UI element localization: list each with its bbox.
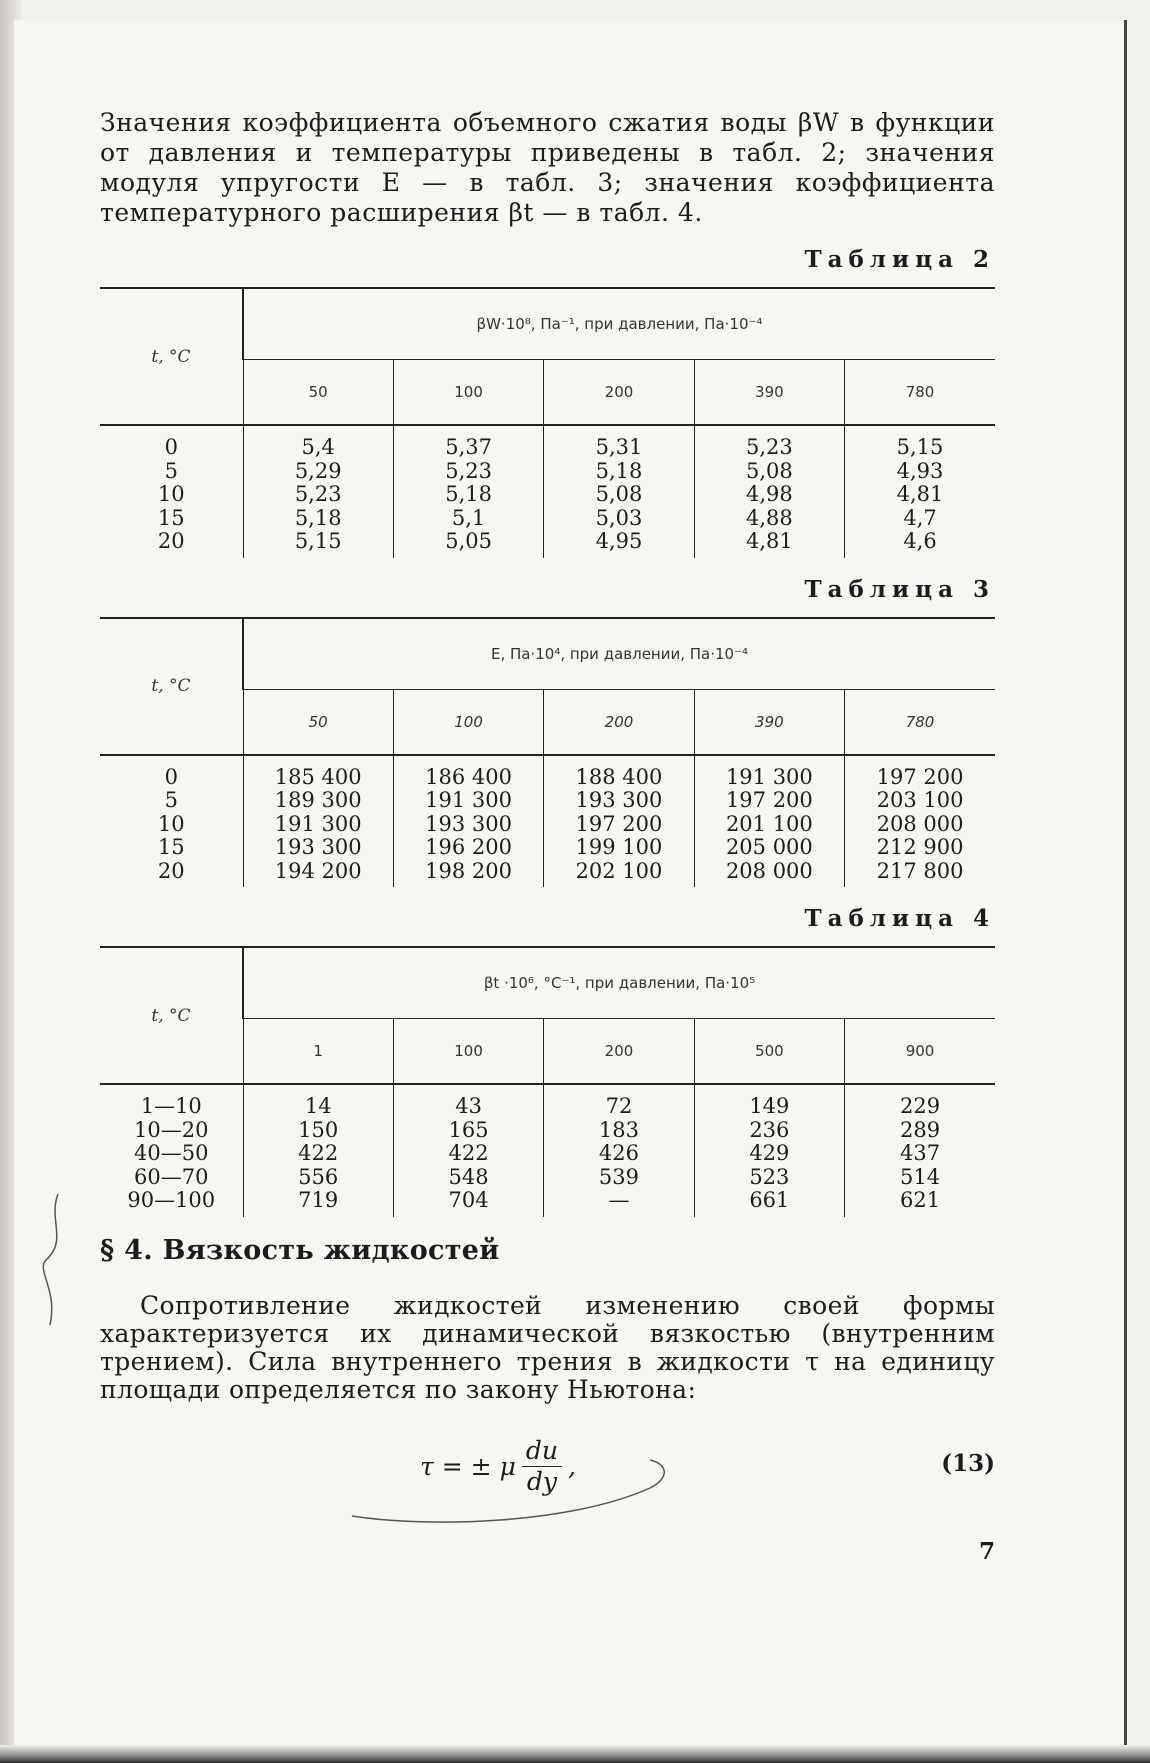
table4-column bbox=[243, 1084, 393, 1217]
table-cell: 208 000 bbox=[725, 858, 813, 883]
page-bottom-edge bbox=[0, 1745, 1150, 1763]
table-cell: 194 200 bbox=[274, 858, 362, 883]
table-cell: 5,37 bbox=[445, 435, 492, 459]
table-cell: 208 000 bbox=[876, 811, 964, 836]
intro-paragraph: Значения коэффициента объемного сжатия воды βW в функции от давления и температуры приведены в табл. 2; значения модуля упругости E — в табл. 3; значения коэффициента температурного расширения βt — в табл. 4. bbox=[100, 108, 995, 227]
table-cell: 165 bbox=[448, 1117, 489, 1142]
table4-body bbox=[100, 1084, 995, 1217]
table-cell: 212 900 bbox=[876, 835, 964, 859]
table-cell: 719 bbox=[298, 1188, 339, 1212]
table3-column bbox=[845, 755, 995, 888]
table2-pressure-header: 390 bbox=[694, 360, 844, 426]
table4-pressure-header: 1 bbox=[243, 1019, 393, 1085]
table2-pressure-header: 200 bbox=[544, 360, 694, 426]
table3-row-header: t, °C bbox=[100, 618, 243, 755]
table-cell: 150 bbox=[298, 1117, 339, 1142]
table-cell: 193 300 bbox=[425, 811, 512, 836]
table-cell: 4,93 bbox=[896, 458, 944, 483]
table3-caption: Таблица 3 bbox=[804, 575, 995, 603]
table3-pressure-header: 200 bbox=[544, 689, 694, 755]
page-content bbox=[100, 108, 995, 1565]
table-cell: 523 bbox=[749, 1164, 790, 1189]
table-cell: 199 100 bbox=[575, 835, 663, 859]
table2-pressure-header: 780 bbox=[845, 360, 995, 426]
table-cell: 422 bbox=[298, 1141, 339, 1165]
table4 bbox=[100, 946, 995, 1217]
table-cell: 203 100 bbox=[876, 788, 964, 812]
table-cell: 40—50 bbox=[134, 1141, 209, 1165]
table-cell: 191 300 bbox=[425, 788, 512, 812]
table-cell: 0 bbox=[164, 764, 178, 789]
table-cell: 189 300 bbox=[274, 788, 362, 812]
equation-number: (13) bbox=[941, 1449, 995, 1477]
table4-column bbox=[393, 1084, 543, 1217]
table-cell: 5,03 bbox=[595, 505, 643, 530]
table-cell: 4,81 bbox=[896, 482, 944, 506]
table-cell: 193 300 bbox=[274, 835, 362, 859]
table2-pressure-header: 50 bbox=[243, 360, 393, 426]
formula-lhs: τ = ± μ bbox=[420, 1451, 516, 1481]
table-cell: 5,29 bbox=[294, 458, 342, 483]
table-cell: 4,98 bbox=[745, 482, 793, 506]
table-cell: 15 bbox=[157, 505, 185, 530]
table2-body bbox=[100, 425, 995, 558]
table-cell: 20 bbox=[157, 529, 185, 553]
table4-column bbox=[544, 1084, 694, 1217]
table-cell: 4,95 bbox=[595, 529, 643, 553]
table-cell: 5,23 bbox=[445, 458, 492, 483]
table-cell: 5 bbox=[164, 788, 178, 812]
table-cell: 236 bbox=[749, 1117, 790, 1142]
pencil-curve-mark bbox=[350, 1458, 680, 1528]
formula-denominator: dy bbox=[526, 1466, 557, 1496]
table4-pressure-header: 900 bbox=[845, 1019, 995, 1085]
table2-temp-column bbox=[100, 425, 243, 558]
table-cell: 186 400 bbox=[425, 764, 512, 789]
table-cell: 43 bbox=[455, 1094, 482, 1118]
table-cell: 217 800 bbox=[876, 858, 964, 883]
table-cell: 5,1 bbox=[451, 505, 486, 530]
table-cell: 621 bbox=[899, 1188, 941, 1212]
table-cell: 4,81 bbox=[745, 529, 793, 553]
table-cell: 185 400 bbox=[274, 764, 362, 789]
table4-temp-column bbox=[100, 1084, 243, 1217]
formula-row bbox=[100, 1428, 995, 1565]
table-cell: 4,88 bbox=[745, 505, 793, 530]
table-cell: 149 bbox=[749, 1094, 790, 1118]
table-cell: 0 bbox=[164, 435, 178, 459]
table2-row-header: t, °C bbox=[100, 288, 243, 425]
table-cell: 191 300 bbox=[725, 764, 813, 789]
table-cell: 14 bbox=[304, 1094, 332, 1118]
table-cell: 4,7 bbox=[903, 505, 937, 530]
table-cell: 197 200 bbox=[725, 788, 813, 812]
table3 bbox=[100, 617, 995, 888]
table-cell: 437 bbox=[899, 1141, 941, 1165]
table3-pressure-header: 390 bbox=[694, 689, 844, 755]
table3-pressure-header: 50 bbox=[243, 689, 393, 755]
table-cell: 289 bbox=[899, 1117, 941, 1142]
table-cell: 548 bbox=[448, 1164, 489, 1189]
table-cell: 183 bbox=[598, 1117, 640, 1142]
table-cell: 5,08 bbox=[745, 458, 793, 483]
table4-column bbox=[845, 1084, 995, 1217]
table3-pressure-header: 100 bbox=[393, 689, 543, 755]
table-cell: 5,23 bbox=[745, 435, 793, 459]
table3-column bbox=[243, 755, 393, 888]
table-cell: 10 bbox=[157, 482, 185, 506]
table-cell: 429 bbox=[749, 1141, 790, 1165]
table-cell: 5,15 bbox=[896, 435, 944, 459]
table2-column bbox=[393, 425, 543, 558]
table-cell: 197 200 bbox=[876, 764, 964, 789]
table2-column bbox=[845, 425, 995, 558]
table2 bbox=[100, 287, 995, 558]
table3-pressure-header: 780 bbox=[845, 689, 995, 755]
table-cell: 198 200 bbox=[425, 858, 512, 883]
table-cell: 5,18 bbox=[595, 458, 643, 483]
table-cell: 15 bbox=[157, 835, 185, 859]
table-cell: 5,23 bbox=[294, 482, 342, 506]
margin-pencil-mark bbox=[28, 1190, 78, 1330]
table3-temp-column bbox=[100, 755, 243, 888]
table-cell: — bbox=[608, 1188, 630, 1212]
table-cell: 556 bbox=[298, 1164, 339, 1189]
table2-pressure-header: 100 bbox=[393, 360, 543, 426]
section-title: § 4. Вязкость жидкостей bbox=[100, 1234, 500, 1266]
table-cell: 539 bbox=[598, 1164, 640, 1189]
table-cell: 514 bbox=[899, 1164, 941, 1189]
table4-pressure-header: 500 bbox=[694, 1019, 844, 1085]
table-cell: 72 bbox=[605, 1094, 633, 1118]
table-cell: 229 bbox=[899, 1094, 941, 1118]
table-cell: 5,31 bbox=[595, 435, 643, 459]
table-cell: 1—10 bbox=[140, 1094, 202, 1118]
table-cell: 5,18 bbox=[294, 505, 342, 530]
table3-body bbox=[100, 755, 995, 888]
table-cell: 704 bbox=[448, 1188, 489, 1212]
table3-group-header: E, Па·10⁴, при давлении, Па·10⁻⁴ bbox=[243, 618, 995, 690]
table-cell: 4,6 bbox=[903, 529, 937, 553]
page-number: 7 bbox=[978, 1537, 995, 1565]
table-cell: 90—100 bbox=[127, 1188, 216, 1212]
table4-pressure-header: 100 bbox=[393, 1019, 543, 1085]
table-cell: 5,18 bbox=[445, 482, 492, 506]
table4-column bbox=[694, 1084, 844, 1217]
table3-column bbox=[694, 755, 844, 888]
table-cell: 188 400 bbox=[575, 764, 663, 789]
table4-group-header: βt ·10⁶, °C⁻¹, при давлении, Па·10⁵ bbox=[243, 947, 995, 1019]
table-cell: 5,15 bbox=[294, 529, 342, 553]
formula-trail: , bbox=[567, 1451, 576, 1481]
table4-caption: Таблица 4 bbox=[804, 905, 995, 932]
table-cell: 5 bbox=[164, 458, 178, 483]
table4-pressure-header: 200 bbox=[544, 1019, 694, 1085]
table-cell: 422 bbox=[448, 1141, 489, 1165]
table4-row-header: t, °C bbox=[100, 947, 243, 1084]
table-cell: 193 300 bbox=[575, 788, 663, 812]
table-cell: 661 bbox=[749, 1188, 790, 1212]
table2-caption: Таблица 2 bbox=[804, 246, 995, 273]
table-cell: 202 100 bbox=[575, 858, 663, 883]
table-cell: 201 100 bbox=[725, 811, 813, 836]
table-cell: 20 bbox=[157, 858, 185, 883]
table-cell: 60—70 bbox=[134, 1164, 209, 1189]
viscosity-paragraph: Сопротивление жидкостей изменению своей формы характеризуется их динамической вязкостью (внутренним трением). Сила внутреннего трения в жидкости τ на единицу площади определяется по закону Ньютона: bbox=[100, 1290, 995, 1404]
table-cell: 191 300 bbox=[274, 811, 362, 836]
table-cell: 205 000 bbox=[725, 835, 813, 859]
table-cell: 197 200 bbox=[575, 811, 663, 836]
table-cell: 5,4 bbox=[301, 435, 335, 459]
table3-column bbox=[393, 755, 543, 888]
table-cell: 5,05 bbox=[445, 529, 492, 553]
table-cell: 10 bbox=[157, 811, 185, 836]
table-cell: 10—20 bbox=[134, 1117, 209, 1142]
table-cell: 196 200 bbox=[425, 835, 512, 859]
formula-numerator: du bbox=[522, 1436, 562, 1467]
table-cell: 426 bbox=[598, 1141, 640, 1165]
table3-column bbox=[544, 755, 694, 888]
table2-group-header: βW·10⁸, Па⁻¹, при давлении, Па·10⁻⁴ bbox=[243, 288, 995, 360]
table2-column bbox=[243, 425, 393, 558]
table-cell: 5,08 bbox=[595, 482, 643, 506]
table2-column bbox=[694, 425, 844, 558]
table2-column bbox=[544, 425, 694, 558]
